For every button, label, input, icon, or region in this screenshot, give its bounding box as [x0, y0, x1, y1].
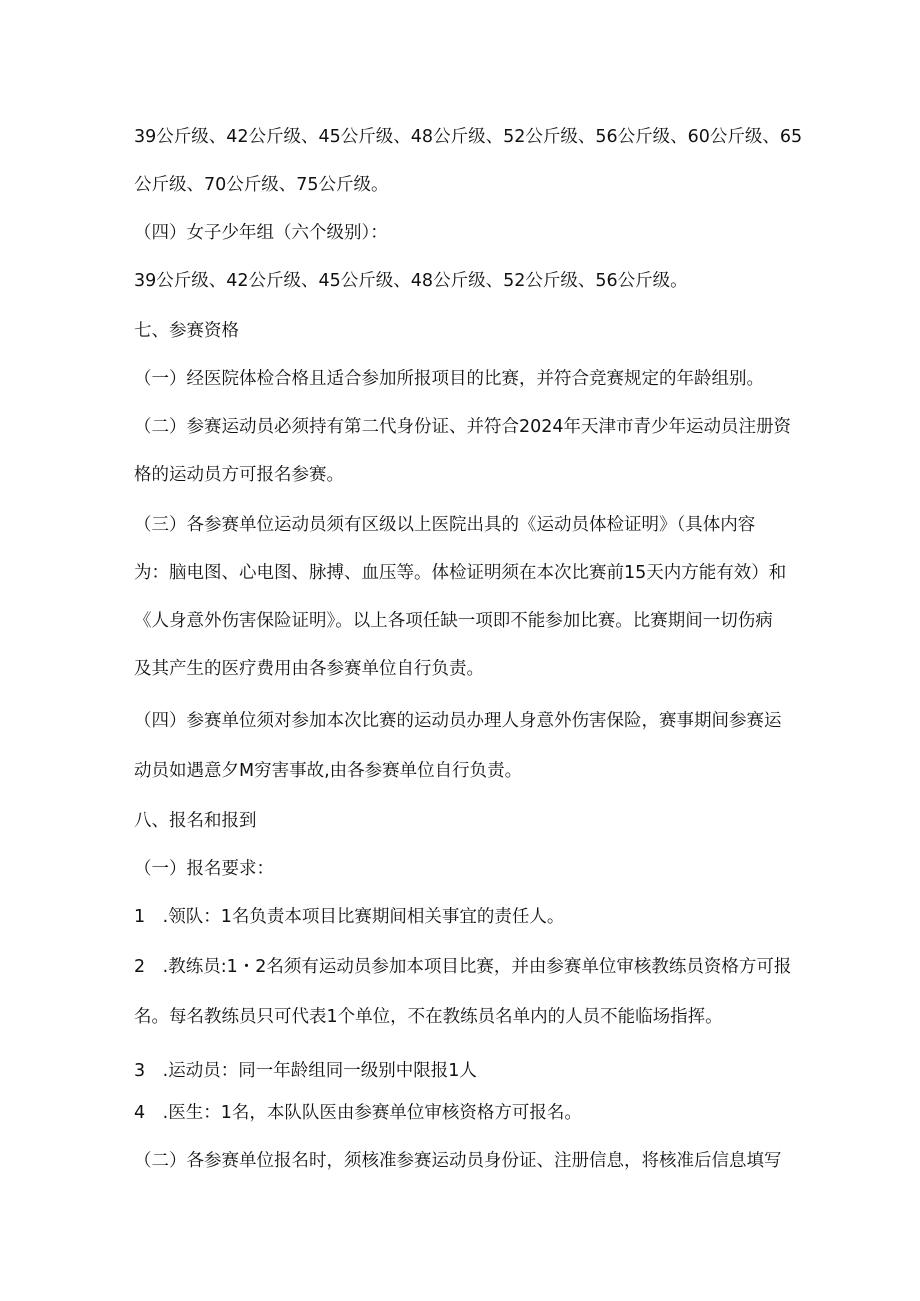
requirement-item-2-line-2: 名。每名教练员只可代表1个单位，不在教练员名单内的人员不能临场指挥。 — [134, 1007, 723, 1027]
eligibility-item-3-line-3: 《人身意外伤害保险证明》。以上各项任缺一项即不能参加比赛。比赛期间一切伤病 — [134, 611, 773, 631]
eligibility-item-3-line-2: 为：脑电图、心电图、脉搏、血压等。体检证明须在本次比赛前15天内方能有效）和 — [134, 563, 787, 583]
weight-classes-line-1: 39公斤级、42公斤级、45公斤级、48公斤级、52公斤级、56公斤级、60公斤级、65 — [134, 127, 803, 147]
registration-item-2-line-1: （二）各参赛单位报名时，须核准参赛运动员身份证、注册信息，将核准后信息填写 — [134, 1151, 782, 1171]
weight-classes-line-2: 公斤级、70公斤级、75公斤级。 — [134, 175, 389, 195]
women-junior-group-heading: （四）女子少年组（六个级别）： — [134, 223, 388, 243]
eligibility-item-3-line-4: 及其产生的医疗费用由各参赛单位自行负责。 — [134, 659, 484, 679]
eligibility-item-2-line-1: （二）参赛运动员必须持有第二代身份证、并符合2024年天津市青少年运动员注册资 — [134, 417, 792, 437]
eligibility-item-1: （一）经医院体检合格且适合参加所报项目的比赛，并符合竞赛规定的年龄组别。 — [134, 369, 764, 389]
women-weight-classes-line: 39公斤级、42公斤级、45公斤级、48公斤级、52公斤级、56公斤级。 — [134, 271, 688, 291]
section-8-heading: 八、报名和报到 — [134, 811, 257, 831]
registration-requirements-heading: （一）报名要求： — [134, 859, 274, 879]
eligibility-item-4-line-2: 动员如遇意夕M穷害事故,由各参赛单位自行负责。 — [134, 761, 523, 781]
requirement-item-2-line-1: 2 .教练员:1・2名须有运动员参加本项目比赛，并由参赛单位审核教练员资格方可报 — [134, 957, 792, 977]
section-7-heading: 七、参赛资格 — [134, 321, 239, 341]
eligibility-item-4-line-1: （四）参赛单位须对参加本次比赛的运动员办理人身意外伤害保险，赛事期间参赛运 — [134, 711, 782, 731]
eligibility-item-3-line-1: （三）各参赛单位运动员须有区级以上医院出具的《运动员体检证明》（具体内容 — [134, 515, 756, 535]
requirement-item-4: 4 .医生：1名，本队队医由参赛单位审核资格方可报名。 — [134, 1103, 582, 1123]
eligibility-item-2-line-2: 格的运动员方可报名参赛。 — [134, 465, 344, 485]
requirement-item-1: 1 .领队：1名负责本项目比赛期间相关事宜的责任人。 — [134, 907, 565, 927]
requirement-item-3: 3 .运动员：同一年龄组同一级别中限报1人 — [134, 1061, 477, 1081]
